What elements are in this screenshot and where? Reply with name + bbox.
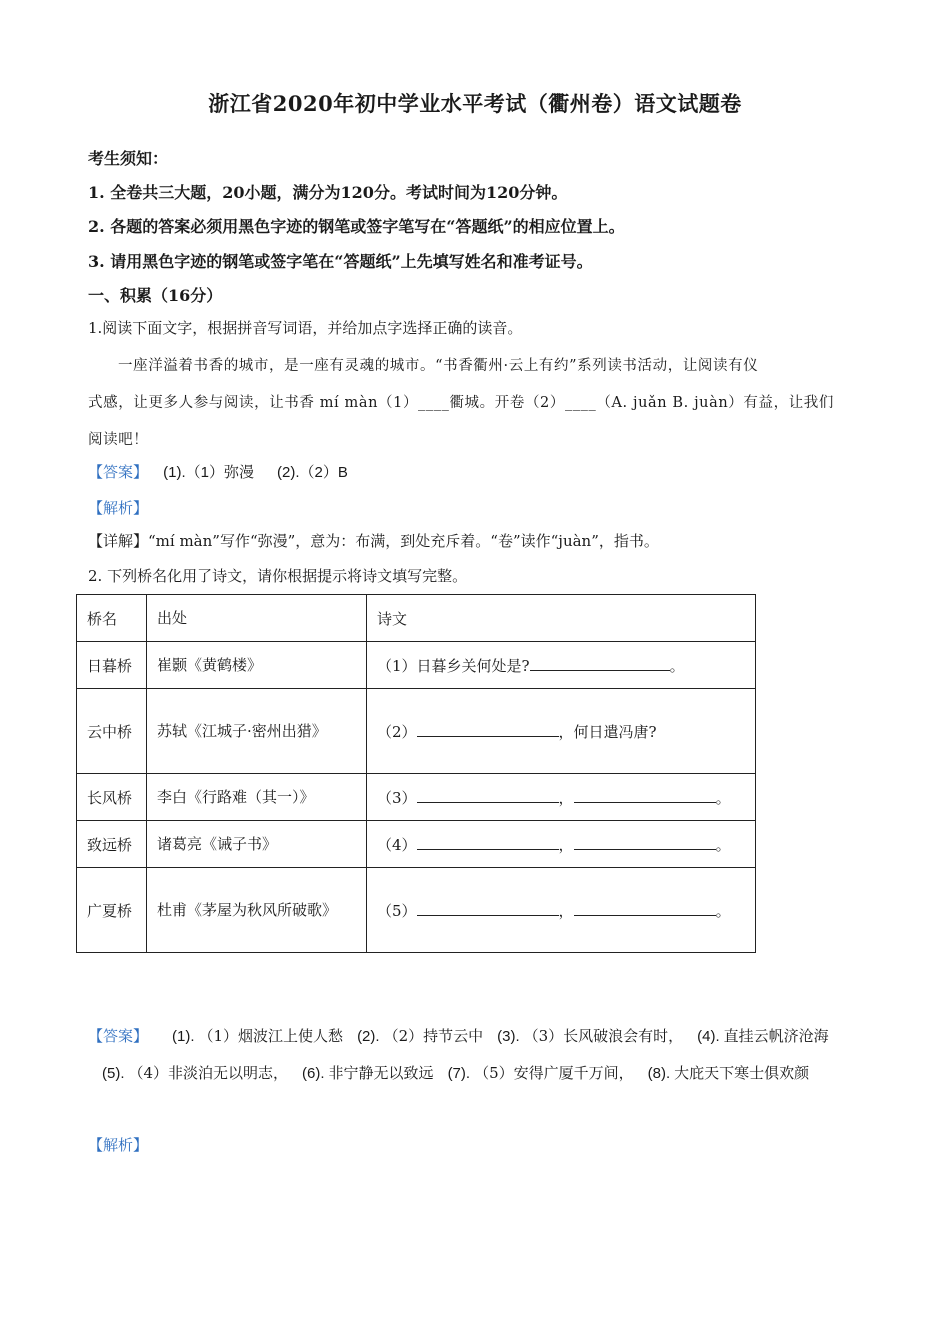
answer-num: (5). [102,1065,125,1082]
answer-num: (1). [172,1028,195,1045]
answer-text: （4）非淡泊无以明志， [128,1064,289,1082]
poem-suffix: 。 [669,656,685,675]
poem-prefix: （4） [377,835,417,854]
bridge-name: 致远桥 [77,821,147,868]
bridge-source: 诸葛亮《诫子书》 [147,821,367,868]
bridge-poem [367,774,756,821]
bridge-name: 广夏桥 [77,868,147,953]
table-header-row [77,595,756,642]
table-row [77,868,756,953]
q1-analysis-tag: 【解析】 [88,499,149,517]
poem-suffix: 。 [715,788,731,807]
answer-blank[interactable] [417,722,559,737]
section-heading: 一、积累（16分） [88,286,223,305]
poem-mid: ， [558,788,574,807]
bridge-source: 苏轼《江城子·密州出猎》 [147,689,367,774]
answer-blank[interactable] [417,788,559,803]
bridge-source: 崔颢《黄鹤楼》 [147,642,367,689]
notice-item-3: 3. 请用黑色字迹的钢笔或签字笔在“答题纸”上先填写姓名和准考证号。 [88,252,593,271]
q1-detail: 【详解】“mí màn”写作“弥漫”，意为：布满，到处充斥着。“卷”读作“juàn”，指书。 [88,532,659,550]
answer-blank[interactable] [574,835,716,850]
answer-num: (7). [447,1065,471,1082]
answer-num: (4). [697,1028,720,1045]
table-row [77,642,756,689]
bridge-poem [367,821,756,868]
q1-passage-line-1: 一座洋溢着书香的城市，是一座有灵魂的城市。“书香衢州·云上有约”系列读书活动，让阅读有仪 [118,358,759,374]
answer-blank[interactable] [574,901,716,916]
answer-num: (2). [357,1028,380,1045]
table-row [77,774,756,821]
q2-prompt: 2. 下列桥名化用了诗文，请你根据提示将诗文填写完整。 [88,567,468,585]
table-row [77,689,756,774]
q1-passage-line-2: 式感，让更多人参与阅读，让书香 mí màn（1）____衢城。开卷（2）____（A. juǎn B. juàn）有益，让我们 [88,395,834,411]
poem-prefix: （1）日暮乡关何处是? [377,656,530,675]
answer-blank[interactable] [574,788,716,803]
header-poem: 诗文 [367,595,756,642]
poem-suffix: 。 [715,835,731,854]
q1-prompt: 1.阅读下面文字，根据拼音写词语，并给加点字选择正确的读音。 [88,319,523,337]
bridge-poem [367,689,756,774]
answer-text: （3）长风破浪会有时， [523,1027,684,1045]
answer-text: （2）持节云中 [383,1027,484,1045]
answer-blank[interactable] [530,656,670,671]
poem-mid: ， [558,835,574,854]
bridge-name: 云中桥 [77,689,147,774]
poem-prefix: （5） [377,901,417,920]
answer-blank[interactable] [417,835,559,850]
answer-text: 大庇天下寒士俱欢颜 [674,1064,810,1082]
q2-analysis-tag: 【解析】 [88,1136,149,1154]
bridge-name: 长风桥 [77,774,147,821]
answer-text: （5）安得广厦千万间， [474,1064,634,1082]
q1-answer-item-2: (2).（2）B [277,464,348,481]
poem-prefix: （2） [377,722,417,741]
table-row [77,821,756,868]
q1-passage-line-3: 阅读吧！ [88,432,149,448]
poem-suffix: 。 [715,901,731,920]
answer-tag: 【答案】 [88,1027,149,1045]
q2-answer [88,1018,868,1092]
answer-tag: 【答案】 [88,463,149,481]
answer-blank[interactable] [417,901,559,916]
header-bridge-name: 桥名 [77,595,147,642]
bridge-poem-table [76,594,756,953]
poem-mid: ， [558,901,574,920]
answer-text: 直挂云帆济沧海 [723,1027,829,1045]
poem-suffix: ，何日遣冯唐? [558,722,657,741]
bridge-source: 李白《行路难（其一）》 [147,774,367,821]
notice-item-1: 1. 全卷共三大题，20小题，满分为120分。考试时间为120分钟。 [88,183,568,202]
notice-item-2: 2. 各题的答案必须用黑色字迹的钢笔或签字笔写在“答题纸”的相应位置上。 [88,217,625,236]
poem-prefix: （3） [377,788,417,807]
page-title: 浙江省2020年初中学业水平考试（衢州卷）语文试题卷 [208,91,742,116]
answer-text: （1）烟波江上使人愁 [198,1027,344,1045]
answer-text: 非宁静无以致远 [328,1064,434,1082]
answer-num: (6). [302,1065,325,1082]
bridge-poem [367,868,756,953]
bridge-source: 杜甫《茅屋为秋风所破歌》 [147,868,367,953]
bridge-poem [367,642,756,689]
q1-answer-item-1: (1).（1）弥漫 [163,464,254,481]
notice-heading: 考生须知： [88,149,169,168]
header-source: 出处 [147,595,367,642]
answer-num: (3). [497,1028,520,1045]
bridge-name: 日暮桥 [77,642,147,689]
answer-num: (8). [647,1065,671,1082]
q1-answer [88,461,878,482]
